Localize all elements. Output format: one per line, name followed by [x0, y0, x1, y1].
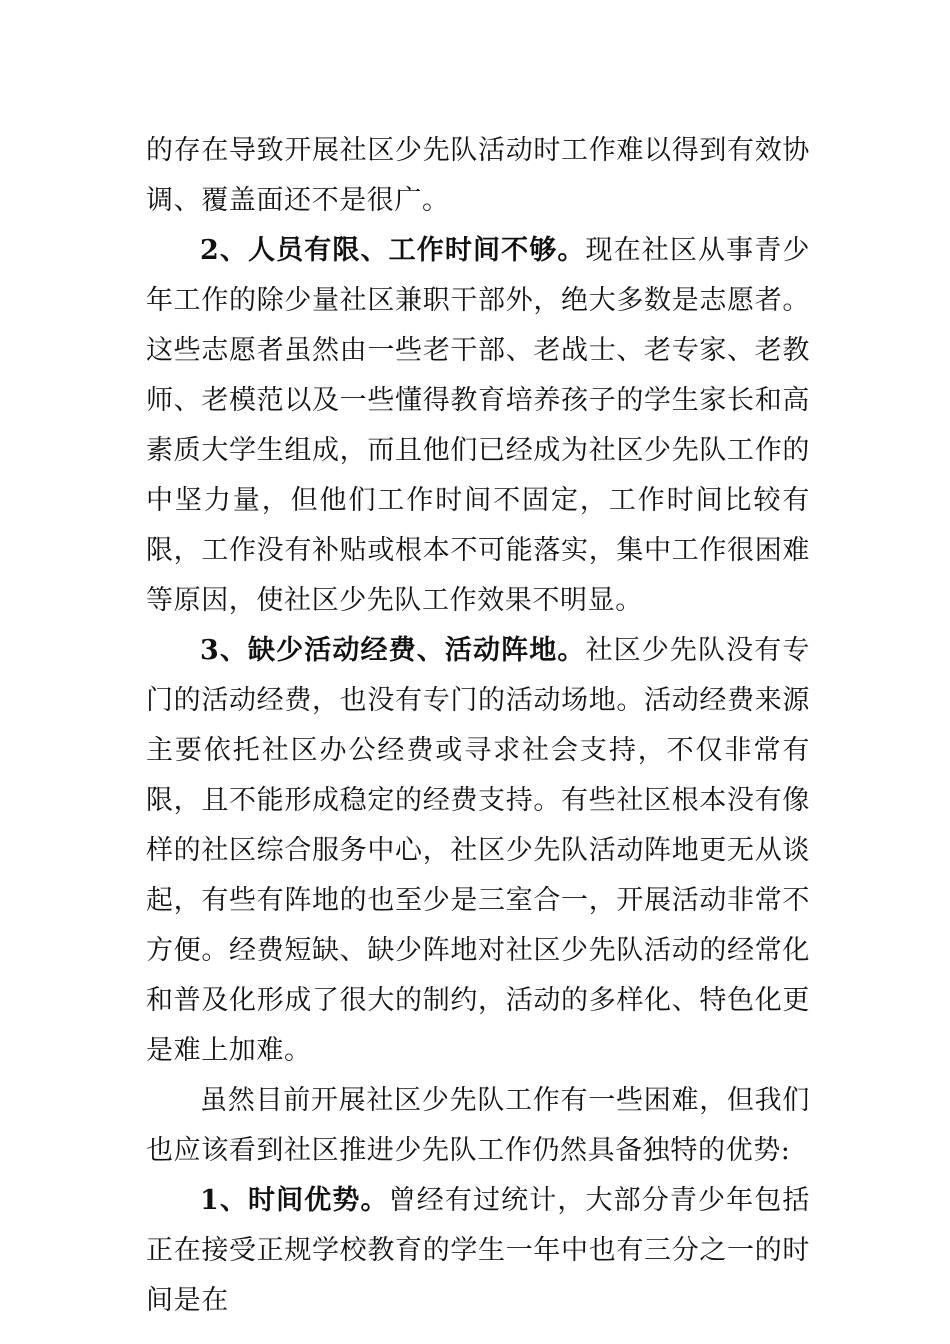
paragraph-heading: 3、缺少活动经费、活动阵地。	[200, 635, 586, 666]
paragraph-heading: 1、时间优势。	[200, 1185, 389, 1216]
paragraph-continuation	[146, 126, 810, 226]
document-body	[146, 126, 810, 1326]
paragraph-text: 曾经有过统计，大部分青少年包括正在接受正规学校教育的学生一年中也有三分之一的时间是在	[146, 1185, 810, 1316]
paragraph-advantages-intro	[146, 1076, 810, 1176]
paragraph-text: 的存在导致开展社区少先队活动时工作难以得到有效协调、覆盖面还不是很广。	[146, 135, 810, 216]
paragraph-text: 虽然目前开展社区少先队工作有一些困难，但我们也应该看到社区推进少先队工作仍然具备独特的优势:	[146, 1085, 810, 1166]
paragraph-staffing-limits	[146, 226, 810, 626]
paragraph-text: 社区少先队没有专门的活动经费，也没有专门的活动场地。活动经费来源主要依托社区办公经费或寻求社会支持，不仅非常有限，且不能形成稳定的经费支持。有些社区根本没有像样的社区综合服务中心，社区少先队活动阵地更无从谈起，有些有阵地的也至少是三室合一，开展活动非常不方便。经费短缺、缺少阵地对社区少先队活动的经常化和普及化形成了很大的制约，活动的多样化、特色化更是难上加难。	[146, 635, 810, 1066]
paragraph-text: 现在社区从事青少年工作的除少量社区兼职干部外，绝大多数是志愿者。这些志愿者虽然由一些老干部、老战士、老专家、老教师、老模范以及一些懂得教育培养孩子的学生家长和高素质大学生组成，而且他们已经成为社区少先队工作的中坚力量，但他们工作时间不固定，工作时间比较有限，工作没有补贴或根本不可能落实，集中工作很困难等原因，使社区少先队工作效果不明显。	[146, 235, 810, 616]
paragraph-heading: 2、人员有限、工作时间不够。	[200, 235, 586, 266]
paragraph-time-advantage	[146, 1176, 810, 1326]
paragraph-funding-venues	[146, 626, 810, 1076]
